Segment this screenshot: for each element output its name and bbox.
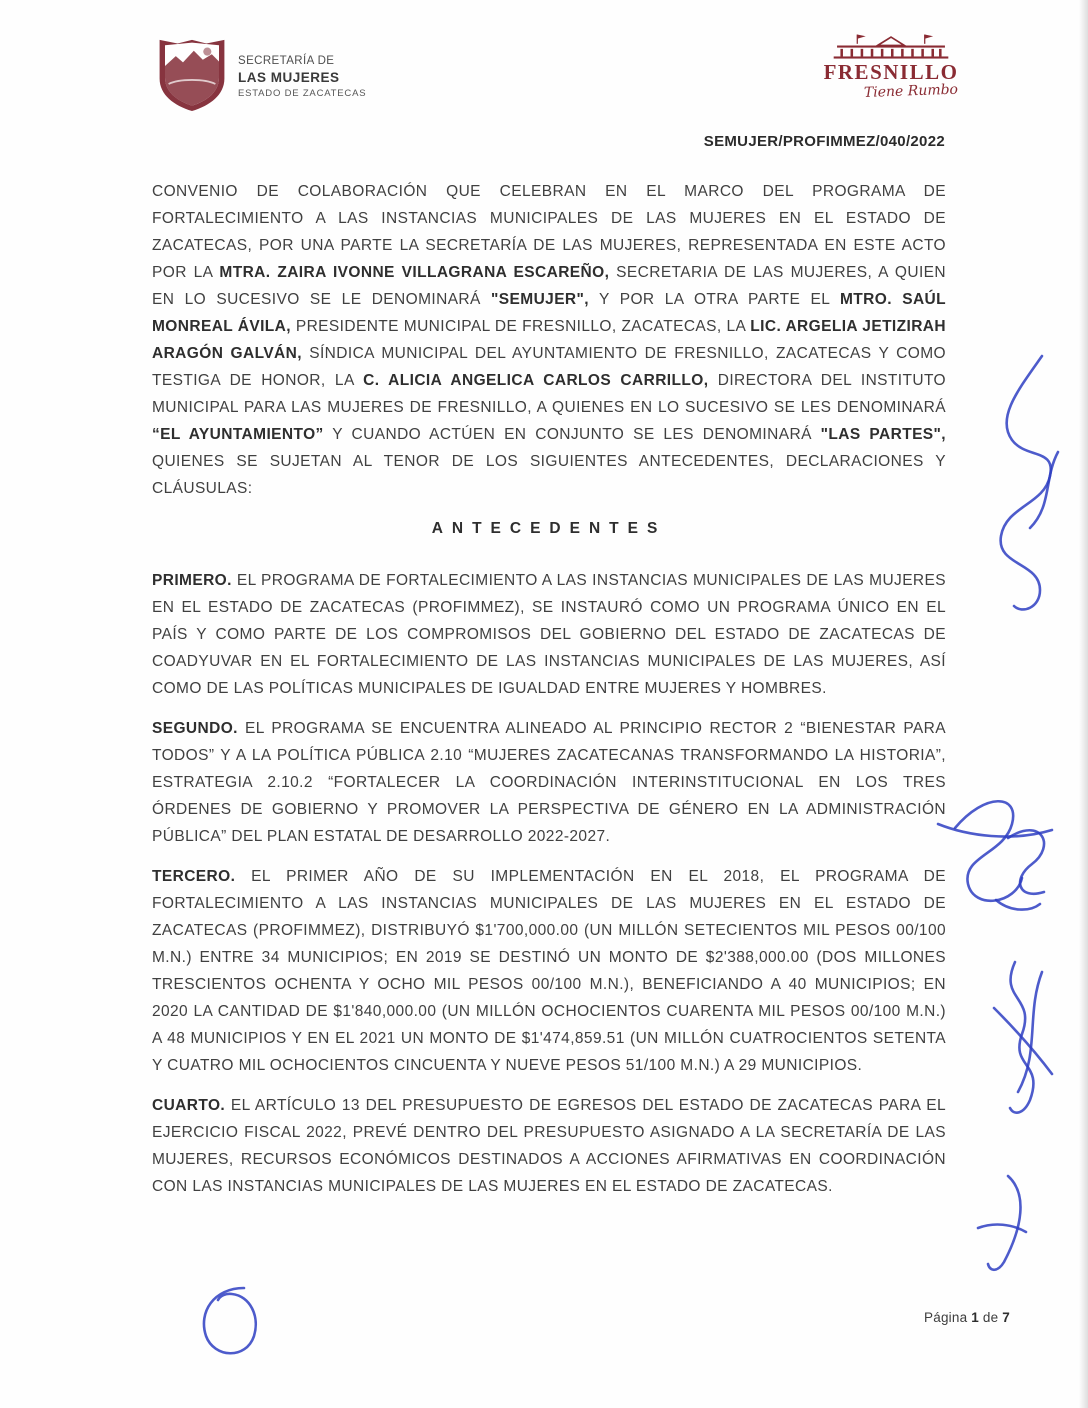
signature-ink-5 xyxy=(204,1288,256,1353)
fresnillo-building-icon xyxy=(832,32,950,59)
semujer-logo-line3: ESTADO DE ZACATECAS xyxy=(238,88,367,100)
document-body xyxy=(152,178,946,1213)
semujer-logo-line1: SECRETARÍA DE xyxy=(238,55,335,67)
fresnillo-logo-tagline: Tiene Rumbo xyxy=(863,81,959,101)
signature-ink-3 xyxy=(994,962,1052,1113)
fresnillo-logo xyxy=(820,32,962,100)
signature-ink-2 xyxy=(938,801,1052,909)
page-number: Página 1 de 7 xyxy=(924,1310,1010,1325)
semujer-logo-line2: LAS MUJERES xyxy=(238,69,340,85)
fresnillo-logo-name: FRESNILLO xyxy=(823,60,959,84)
paragraph-cuarto: CUARTO. EL ARTÍCULO 13 DEL PRESUPUESTO DE EGRESOS DEL ESTADO DE ZACATECAS PARA EL EJERCICIO FISCAL 2022, PREVÉ DENTRO DEL PRESUPUESTO ASIGNADO A LA SECRETARÍA DE LAS MUJERES, RECURSOS ECONÓMICOS DESTINADOS A ACCIONES AFIRMATIVAS EN COORDINACIÓN CON LAS INSTANCIAS MUNICIPALES DE LAS MUJERES EN EL ESTADO DE ZACATECAS. xyxy=(152,1097,946,1195)
paragraph-segundo: SEGUNDO. EL PROGRAMA SE ENCUENTRA ALINEADO AL PRINCIPIO RECTOR 2 “BIENESTAR PARA TODOS” Y A LA POLÍTICA PÚBLICA 2.10 “MUJERES ZACATECANAS TRANSFORMANDO LA HISTORIA”, ESTRATEGIA 2.10.2 “FORTALECER LA COORDINACIÓN INTERINSTITUCIONAL EN LOS TRES ÓRDENES DE GOBIERNO Y PROMOVER LA PERSPECTIVA DE GÉNERO EN LA ADMINISTRACIÓN PÚBLICA” DEL PLAN ESTATAL DE DESARROLLO 2022-2027. xyxy=(152,720,946,845)
signature-ink-4 xyxy=(978,1176,1026,1270)
paragraph-primero: PRIMERO. EL PROGRAMA DE FORTALECIMIENTO A LAS INSTANCIAS MUNICIPALES DE LAS MUJERES EN EL ESTADO DE ZACATECAS (PROFIMMEZ), SE INSTAURÓ COMO UN PROGRAMA ÚNICO EN EL PAÍS Y COMO PARTE DE LOS COMPROMISOS DEL GOBIERNO DEL ESTADO DE ZACATECAS DE COADYUVAR EN EL FORTALECIMIENTO DE LAS INSTANCIAS MUNICIPALES DE LAS MUJERES, ASÍ COMO DE LAS POLÍTICAS MUNICIPALES DE IGUALDAD ENTRE MUJERES Y HOMBRES. xyxy=(152,572,946,697)
page-footer xyxy=(924,1310,1010,1325)
semujer-shield-icon xyxy=(156,36,228,114)
document-reference: SEMUJER/PROFIMMEZ/040/2022 xyxy=(703,133,945,150)
paragraph-tercero: TERCERO. EL PRIMER AÑO DE SU IMPLEMENTACIÓN EN EL 2018, EL PROGRAMA DE FORTALECIMIENTO A LAS INSTANCIAS MUNICIPALES DE LAS MUJERES EN EL ESTADO DE ZACATECAS (PROFIMMEZ), DISTRIBUYÓ $1'700,000.00 (UN MILLÓN SETECIENTOS MIL PESOS 00/100 M.N.) ENTRE 34 MUNICIPIOS; EN 2019 SE DESTINÓ UN MONTO DE $2'388,000.00 (DOS MILLONES TRESCIENTOS OCHENTA Y OCHO MIL PESOS 00/100 M.N.), BENEFICIANDO A 40 MUNICIPIOS; EN 2020 LA CANTIDAD DE $1'840,000.00 (UN MILLÓN OCHOCIENTOS CUARENTA MIL PESOS 00/100 M.N.) A 48 MUNICIPIOS Y EN EL 2021 UN MONTO DE $1'474,859.51 (UN MILLÓN CUATROCIENTOS SETENTA Y CUATRO MIL OCHOCIENTOS CINCUENTA Y NUEVE PESOS 51/100 M.N.) A 29 MUNICIPIOS. xyxy=(152,868,946,1074)
signature-ink-1 xyxy=(1001,356,1058,609)
semujer-logo-text xyxy=(238,54,366,101)
paragraph-intro: CONVENIO DE COLABORACIÓN QUE CELEBRAN EN EL MARCO DEL PROGRAMA DE FORTALECIMIENTO A LAS INSTANCIAS MUNICIPALES DE LAS MUJERES EN EL ESTADO DE ZACATECAS, POR UNA PARTE LA SECRETARÍA DE LAS MUJERES, REPRESENTADA EN ESTE ACTO POR LA MTRA. ZAIRA IVONNE VILLAGRANA ESCAREÑO, SECRETARIA DE LAS MUJERES, A QUIEN EN LO SUCESIVO SE LE DENOMINARÁ "SEMUJER", Y POR LA OTRA PARTE EL MTRO. SAÚL MONREAL ÁVILA, PRESIDENTE MUNICIPAL DE FRESNILLO, ZACATECAS, LA LIC. ARGELIA JETIZIRAH ARAGÓN GALVÁN, SÍNDICA MUNICIPAL DEL AYUNTAMIENTO DE FRESNILLO, ZACATECAS Y COMO TESTIGA DE HONOR, LA C. ALICIA ANGELICA CARLOS CARRILLO, DIRECTORA DEL INSTITUTO MUNICIPAL PARA LAS MUJERES DE FRESNILLO, A QUIENES EN LO SUCESIVO SE LES DENOMINARÁ “EL AYUNTAMIENTO” Y CUANDO ACTÚEN EN CONJUNTO SE LES DENOMINARÁ "LAS PARTES", QUIENES SE SUJETAN AL TENOR DE LOS SIGUIENTES ANTECEDENTES, DECLARACIONES Y CLÁUSULAS: xyxy=(152,183,947,497)
section-heading-antecedentes: ANTECEDENTES xyxy=(431,520,667,537)
